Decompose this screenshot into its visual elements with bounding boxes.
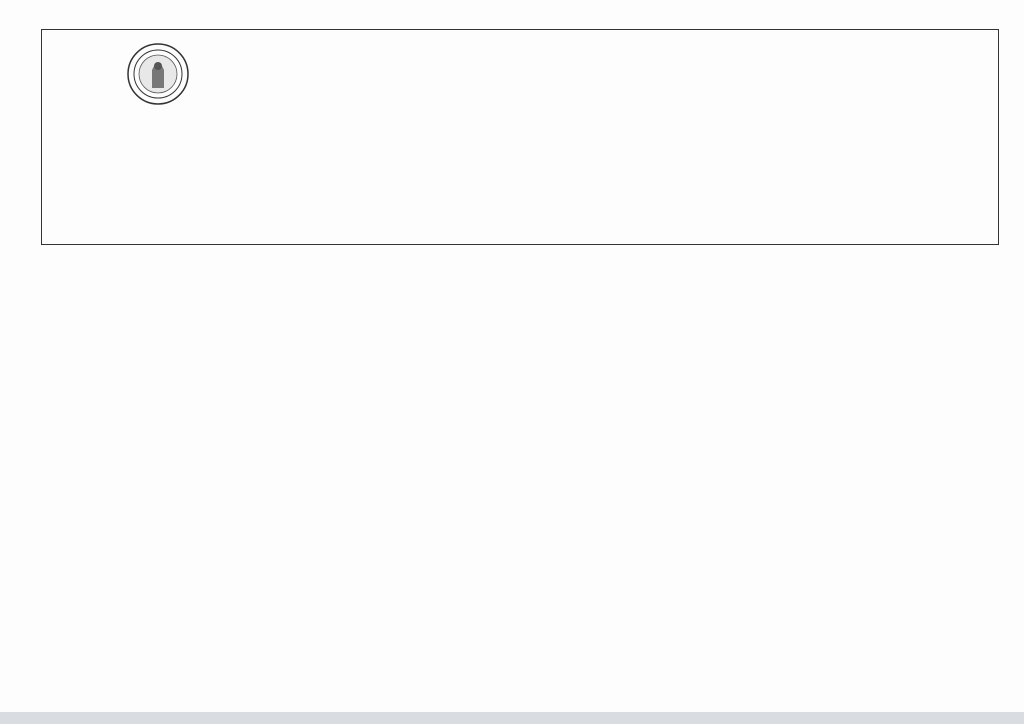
scan-edge xyxy=(0,712,1024,724)
top-frame xyxy=(41,29,999,245)
schedule-grid xyxy=(41,253,999,617)
